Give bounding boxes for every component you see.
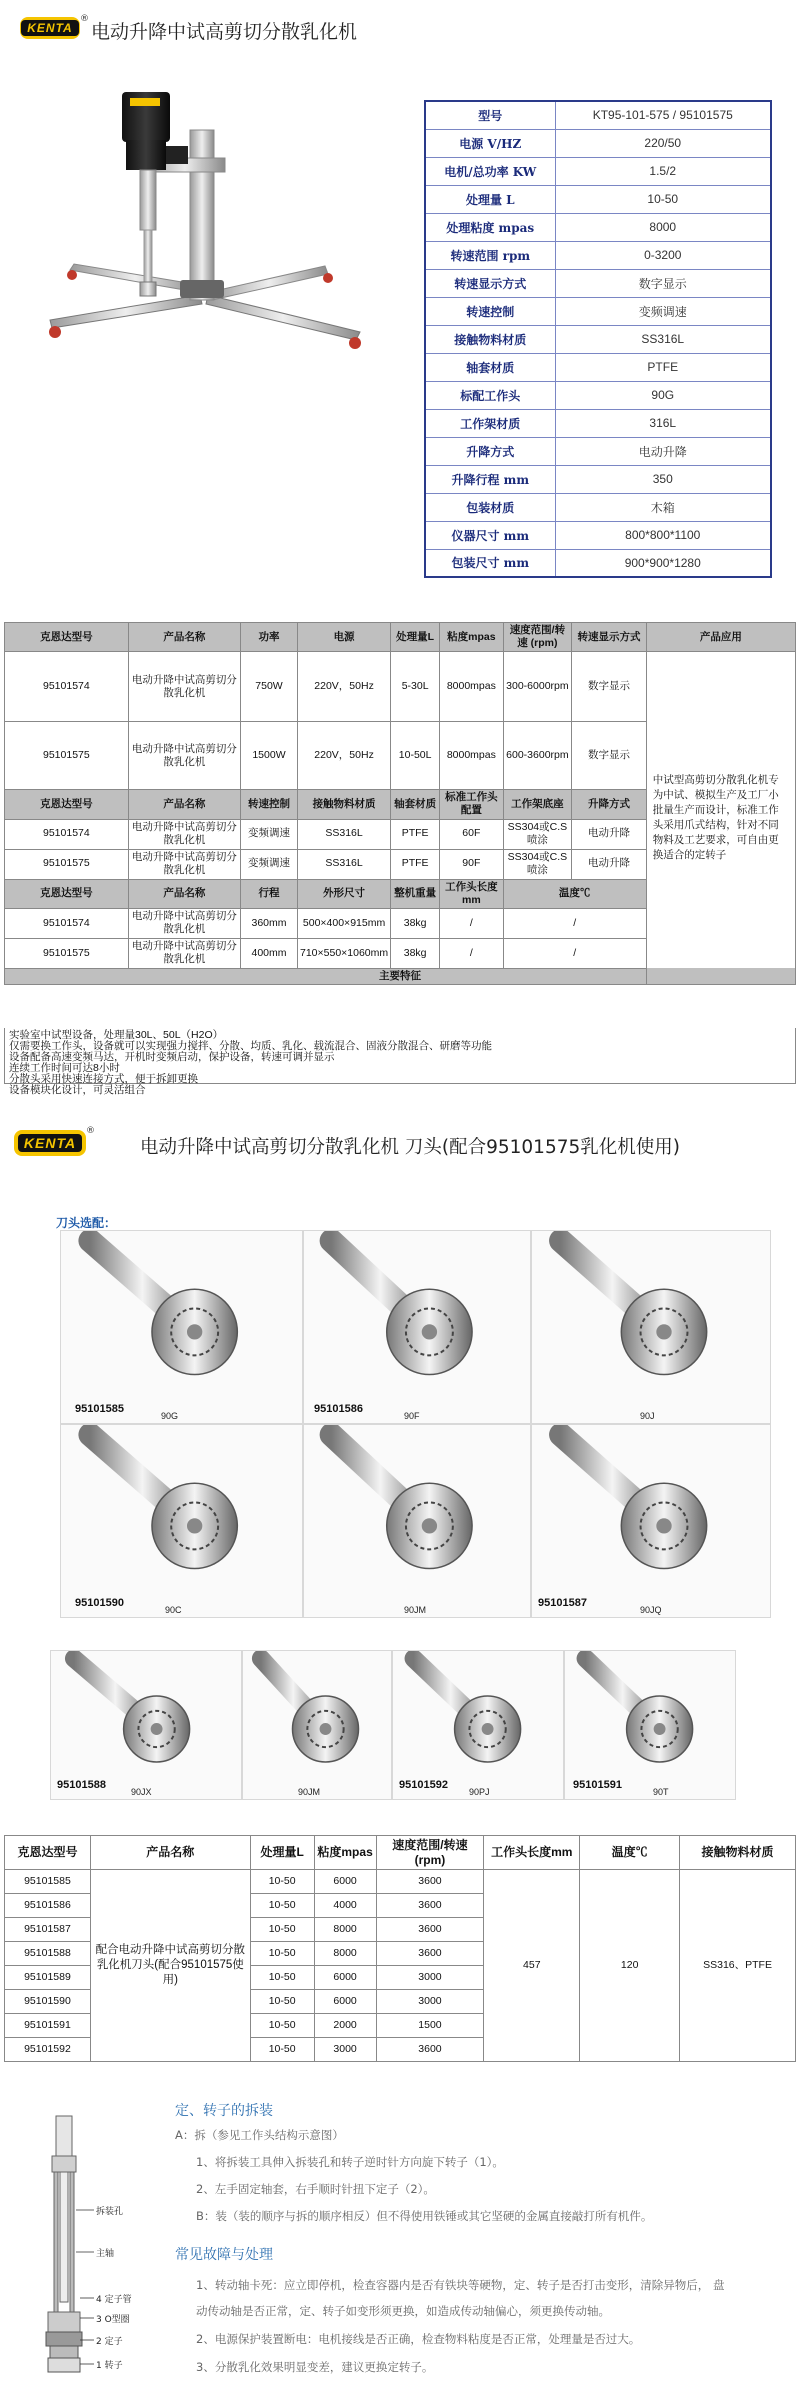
- registered-mark: ®: [80, 14, 89, 24]
- col-header: 行程: [241, 879, 298, 908]
- cell: 电动升降中试高剪切分散乳化机: [128, 722, 240, 790]
- feature-line: 连续工作时间可达8小时: [9, 1062, 120, 1074]
- spec-key: 轴套材质: [425, 353, 555, 381]
- fault-line: 3、分散乳化效果明显变差，建议更换定转子。: [196, 2360, 434, 2374]
- cell: 95101588: [5, 1942, 91, 1966]
- spec-key: 转速显示方式: [425, 269, 555, 297]
- cell: /: [440, 908, 503, 938]
- col-header: 克恩达型号: [5, 623, 129, 652]
- col-header: 转速控制: [241, 790, 298, 819]
- assembly-line: A：拆（参见工作头结构示意图）: [175, 2128, 344, 2142]
- col-header: 温度℃: [503, 879, 646, 908]
- spec-key: 包装材质: [425, 493, 555, 521]
- cell: 500×400×915mm: [297, 908, 390, 938]
- blade-model: 90J: [640, 1411, 655, 1421]
- spec-row: [425, 409, 771, 437]
- col-header: 整机重量: [391, 879, 440, 908]
- col-header: 克恩达型号: [5, 1836, 91, 1870]
- spec-row: [425, 101, 771, 129]
- blade-model: 90T: [653, 1787, 669, 1797]
- spec-row: [425, 549, 771, 577]
- cell: 3600: [376, 1942, 484, 1966]
- cell: 95101592: [5, 2038, 91, 2062]
- col-header: 速度范围/转速 (rpm): [503, 623, 572, 652]
- col-header: 电源: [297, 623, 390, 652]
- cell: 8000mpas: [440, 722, 503, 790]
- cell: /: [503, 908, 646, 938]
- assembly-line: 1、将拆装工具伸入拆装孔和转子逆时针方向旋下转子（1）。: [196, 2155, 504, 2169]
- blade-image-card: [564, 1650, 736, 1800]
- cell: PTFE: [391, 819, 440, 849]
- cell: SS316L: [297, 819, 390, 849]
- cell: 95101575: [5, 722, 129, 790]
- cell: 5-30L: [391, 652, 440, 722]
- spec-row: [425, 465, 771, 493]
- diagram-label: 主轴: [96, 2249, 115, 2259]
- table-row: [5, 1870, 796, 1894]
- cell: 6000: [314, 1966, 376, 1990]
- blade-model: 90JM: [298, 1787, 321, 1797]
- product-table: [4, 622, 796, 985]
- cell: 电动升降: [572, 849, 647, 879]
- cell: 3000: [314, 2038, 376, 2062]
- blade-model: 90JX: [131, 1787, 152, 1797]
- spec-row: [425, 185, 771, 213]
- fault-line: 动传动轴是否正常，定、转子如变形须更换，如造成传动轴偏心，须更换传动轴。: [196, 2304, 610, 2318]
- blade-illustration: [532, 1425, 771, 1618]
- cell: 数字显示: [572, 652, 647, 722]
- features-header-row: [5, 968, 796, 984]
- cell: 电动升降中试高剪切分散乳化机: [128, 908, 240, 938]
- blade-image-card: [531, 1230, 771, 1424]
- cell: 220V，50Hz: [297, 722, 390, 790]
- cell: 95101575: [5, 849, 129, 879]
- spec-value: SS316L: [555, 325, 771, 353]
- cell: SS304或C.S喷涂: [503, 849, 572, 879]
- spec-value: 220/50: [555, 129, 771, 157]
- product-name-cell: 配合电动升降中试高剪切分散乳化机刀头(配合95101575使用): [90, 1870, 250, 2062]
- spec-table: [424, 100, 772, 578]
- col-header: 产品应用: [646, 623, 795, 652]
- spec-key: 标配工作头: [425, 381, 555, 409]
- spec-row: [425, 213, 771, 241]
- blade-table: [4, 1835, 796, 2062]
- blade-image-card: [303, 1230, 531, 1424]
- spec-row: [425, 297, 771, 325]
- col-header: 速度范围/转速(rpm): [376, 1836, 484, 1870]
- diagram-label: 4 定子管: [96, 2295, 132, 2305]
- cell: 数字显示: [572, 722, 647, 790]
- blade-code: 95101586: [314, 1403, 363, 1415]
- blade-image-card: [60, 1424, 303, 1618]
- spec-row: [425, 241, 771, 269]
- col-header: 温度℃: [580, 1836, 680, 1870]
- features-list: [4, 1028, 796, 1096]
- col-header: 处理量L: [250, 1836, 314, 1870]
- cell: 90F: [440, 849, 503, 879]
- cell: 95101574: [5, 819, 129, 849]
- cell: 95101590: [5, 1990, 91, 2014]
- cell: 120: [580, 1870, 680, 2062]
- col-header: 工作头长度mm: [484, 1836, 580, 1870]
- fault-line: 2、电源保护装置断电：电机接线是否正确，检查物料粘度是否正常，处理量是否过大。: [196, 2332, 641, 2346]
- spec-value: 变频调速: [555, 297, 771, 325]
- cell: 2000: [314, 2014, 376, 2038]
- spec-row: [425, 269, 771, 297]
- spec-key: 接触物料材质: [425, 325, 555, 353]
- col-header: 克恩达型号: [5, 879, 129, 908]
- cell: 10-50: [250, 1918, 314, 1942]
- cell: 360mm: [241, 908, 298, 938]
- spec-key: 升降行程 mm: [425, 465, 555, 493]
- spec-value: 900*900*1280: [555, 549, 771, 577]
- cell: 95101587: [5, 1918, 91, 1942]
- diagram-label: 2 定子: [96, 2337, 123, 2347]
- cell: 8000: [314, 1918, 376, 1942]
- cell: SS316L: [297, 849, 390, 879]
- cell: 60F: [440, 819, 503, 849]
- blade-image-card: [303, 1424, 531, 1618]
- blade-code: 95101590: [75, 1597, 124, 1609]
- diagram-label: 1 转子: [96, 2361, 123, 2371]
- spec-value: 316L: [555, 409, 771, 437]
- cell: 10-50: [250, 1894, 314, 1918]
- blade-illustration: [304, 1231, 531, 1424]
- feature-line: 仅需要换工作头，设备就可以实现强力搅拌、分散、均质、乳化、载流混合、固液分散混合、研磨等功能: [9, 1040, 492, 1052]
- spec-key: 转速控制: [425, 297, 555, 325]
- table-header-row: [5, 623, 796, 652]
- col-header: 粘度mpas: [440, 623, 503, 652]
- blade-code: 95101587: [538, 1597, 587, 1609]
- cell: 6000: [314, 1990, 376, 2014]
- cell: 电动升降中试高剪切分散乳化机: [128, 849, 240, 879]
- col-header: 工作头长度mm: [440, 879, 503, 908]
- faults-title: 常见故障与处理: [175, 2247, 273, 2263]
- cell: SS304或C.S喷涂: [503, 819, 572, 849]
- spec-row: [425, 325, 771, 353]
- cell: 38kg: [391, 908, 440, 938]
- cell: 1500W: [241, 722, 298, 790]
- cell: PTFE: [391, 849, 440, 879]
- page-title: 电动升降中试高剪切分散乳化机: [91, 21, 358, 43]
- cell: 600-3600rpm: [503, 722, 572, 790]
- cell: 4000: [314, 1894, 376, 1918]
- spec-value: 10-50: [555, 185, 771, 213]
- blade-illustration: [61, 1231, 303, 1424]
- blade-section-title: 刀头选配：: [56, 1216, 117, 1230]
- col-header: 外形尺寸: [297, 879, 390, 908]
- blade-illustration: [61, 1425, 303, 1618]
- diagram-label: 3 O型圈: [96, 2315, 130, 2325]
- assembly-line: B：装（装的顺序与拆的顺序相反）但不得使用铁锤或其它坚硬的金属直接敲打所有机件。: [196, 2209, 653, 2223]
- spec-value: 1.5/2: [555, 157, 771, 185]
- cell: 3600: [376, 1894, 484, 1918]
- cell: 电动升降: [572, 819, 647, 849]
- cell: 变频调速: [241, 819, 298, 849]
- spec-value: 数字显示: [555, 269, 771, 297]
- cell: SS316、PTFE: [680, 1870, 796, 2062]
- cell: 电动升降中试高剪切分散乳化机: [128, 938, 240, 968]
- col-header: 工作架底座: [503, 790, 572, 819]
- cell: 变频调速: [241, 849, 298, 879]
- assembly-line: 2、左手固定轴套，右手顺时针扭下定子（2）。: [196, 2182, 435, 2196]
- cell: 1500: [376, 2014, 484, 2038]
- spec-value: 350: [555, 465, 771, 493]
- cell: /: [440, 938, 503, 968]
- spec-key: 仪器尺寸 mm: [425, 521, 555, 549]
- cell: 750W: [241, 652, 298, 722]
- blade-image-card: [60, 1230, 303, 1424]
- fault-line: 1、转动轴卡死：应立即停机，检查容器内是否有铁块等硬物，定、转子是否打击变形，清除异物后， 盘: [196, 2278, 725, 2292]
- blade-model: 90F: [404, 1411, 420, 1421]
- cell: 38kg: [391, 938, 440, 968]
- cell: 10-50: [250, 2038, 314, 2062]
- spec-key: 型号: [425, 101, 555, 129]
- spec-row: [425, 381, 771, 409]
- blade-illustration: [304, 1425, 531, 1618]
- cell: 95101589: [5, 1966, 91, 1990]
- cell: 10-50: [250, 1942, 314, 1966]
- cell: 10-50: [250, 1990, 314, 2014]
- assembly-title: 定、转子的拆装: [175, 2103, 273, 2119]
- col-header: 产品名称: [128, 790, 240, 819]
- cell: 220V，50Hz: [297, 652, 390, 722]
- spec-value: 90G: [555, 381, 771, 409]
- spec-key: 电源 V/HZ: [425, 129, 555, 157]
- table-header-row: [5, 1836, 796, 1870]
- spec-key: 处理粘度 mpas: [425, 213, 555, 241]
- col-header: 产品名称: [90, 1836, 250, 1870]
- cell: 10-50: [250, 1966, 314, 1990]
- col-header: 克恩达型号: [5, 790, 129, 819]
- brand-logo: KENTA: [20, 17, 80, 39]
- blade-illustration: [243, 1651, 392, 1800]
- cell: 3000: [376, 1990, 484, 2014]
- emulsifier-machine-image: [30, 70, 410, 370]
- features-title: 主要特征: [5, 968, 796, 984]
- blade-model: 90PJ: [469, 1787, 490, 1797]
- cell: 3000: [376, 1966, 484, 1990]
- col-header: 接触物料材质: [297, 790, 390, 819]
- spec-key: 电机/总功率 KW: [425, 157, 555, 185]
- blade-model: 90G: [161, 1411, 179, 1421]
- col-header: 升降方式: [572, 790, 647, 819]
- col-header: 转速显示方式: [572, 623, 647, 652]
- cell: 95101591: [5, 2014, 91, 2038]
- table-row: [5, 652, 796, 722]
- cell: 3600: [376, 1870, 484, 1894]
- cell: 95101574: [5, 908, 129, 938]
- blade-model: 90JM: [404, 1605, 427, 1615]
- spec-value: KT95-101-575 / 95101575: [555, 101, 771, 129]
- cell: 8000mpas: [440, 652, 503, 722]
- section-title: 电动升降中试高剪切分散乳化机 刀头(配合95101575乳化机使用): [140, 1137, 680, 1158]
- registered-mark: ®: [86, 1126, 95, 1136]
- blade-model: 90JQ: [640, 1605, 662, 1615]
- spec-value: 0-3200: [555, 241, 771, 269]
- spec-row: [425, 437, 771, 465]
- spec-value: PTFE: [555, 353, 771, 381]
- cell: 95101575: [5, 938, 129, 968]
- col-header: 粘度mpas: [314, 1836, 376, 1870]
- blade-model: 90C: [165, 1605, 182, 1615]
- application-cell: 中试型高剪切分散乳化机专为中试、模拟生产及工厂小批量生产而设计，标准工作头采用爪式结构，针对不同物料及工艺要求，可自由更换适合的定转子: [646, 652, 795, 985]
- spec-key: 转速范围 rpm: [425, 241, 555, 269]
- cell: 400mm: [241, 938, 298, 968]
- cell: 6000: [314, 1870, 376, 1894]
- cell: 10-50: [250, 2014, 314, 2038]
- spec-key: 包装尺寸 mm: [425, 549, 555, 577]
- cell: 457: [484, 1870, 580, 2062]
- blade-image-card: [242, 1650, 392, 1800]
- cell: 10-50L: [391, 722, 440, 790]
- spec-value: 8000: [555, 213, 771, 241]
- blade-illustration: [51, 1651, 242, 1800]
- blade-illustration: [565, 1651, 736, 1800]
- spec-row: [425, 353, 771, 381]
- blade-image-card: [392, 1650, 564, 1800]
- diagram-label: 拆装孔: [96, 2207, 124, 2217]
- spec-value: 电动升降: [555, 437, 771, 465]
- col-header: 轴套材质: [391, 790, 440, 819]
- spec-row: [425, 521, 771, 549]
- col-header: 功率: [241, 623, 298, 652]
- spec-value: 800*800*1100: [555, 521, 771, 549]
- col-header: 产品名称: [128, 879, 240, 908]
- spec-key: 升降方式: [425, 437, 555, 465]
- cell: 95101586: [5, 1894, 91, 1918]
- blade-code: 95101591: [573, 1779, 622, 1791]
- cell: 电动升降中试高剪切分散乳化机: [128, 819, 240, 849]
- blade-image-card: [50, 1650, 242, 1800]
- cell: 8000: [314, 1942, 376, 1966]
- col-header: 标准工作头配置: [440, 790, 503, 819]
- cell: 710×550×1060mm: [297, 938, 390, 968]
- cell: 电动升降中试高剪切分散乳化机: [128, 652, 240, 722]
- blade-code: 95101588: [57, 1779, 106, 1791]
- spec-row: [425, 493, 771, 521]
- feature-line: 设备模块化设计，可灵活组合: [9, 1084, 146, 1096]
- brand-logo: KENTA: [14, 1130, 86, 1156]
- col-header: 产品名称: [128, 623, 240, 652]
- blade-code: 95101585: [75, 1403, 124, 1415]
- cell: 10-50: [250, 1870, 314, 1894]
- spec-key: 工作架材质: [425, 409, 555, 437]
- feature-line: 实验室中试型设备，处理量30L、50L（H2O）: [9, 1029, 224, 1041]
- work-head-structure-diagram: [20, 2112, 160, 2384]
- spec-value: 木箱: [555, 493, 771, 521]
- cell: 3600: [376, 2038, 484, 2062]
- spec-row: [425, 129, 771, 157]
- col-header: 接触物料材质: [680, 1836, 796, 1870]
- spec-key: 处理量 L: [425, 185, 555, 213]
- cell: 3600: [376, 1918, 484, 1942]
- cell: /: [503, 938, 646, 968]
- feature-line: 分散头采用快速连接方式，便于拆卸更换: [9, 1073, 198, 1085]
- blade-illustration: [532, 1231, 771, 1424]
- spec-row: [425, 157, 771, 185]
- blade-code: 95101592: [399, 1779, 448, 1791]
- feature-line: 设备配备高速变频马达，开机时变频启动，保护设备，转速可调并显示: [9, 1051, 335, 1063]
- cell: 95101585: [5, 1870, 91, 1894]
- col-header: 处理量L: [391, 623, 440, 652]
- cell: 300-6000rpm: [503, 652, 572, 722]
- blade-illustration: [393, 1651, 564, 1800]
- cell: 95101574: [5, 652, 129, 722]
- blade-image-card: [531, 1424, 771, 1618]
